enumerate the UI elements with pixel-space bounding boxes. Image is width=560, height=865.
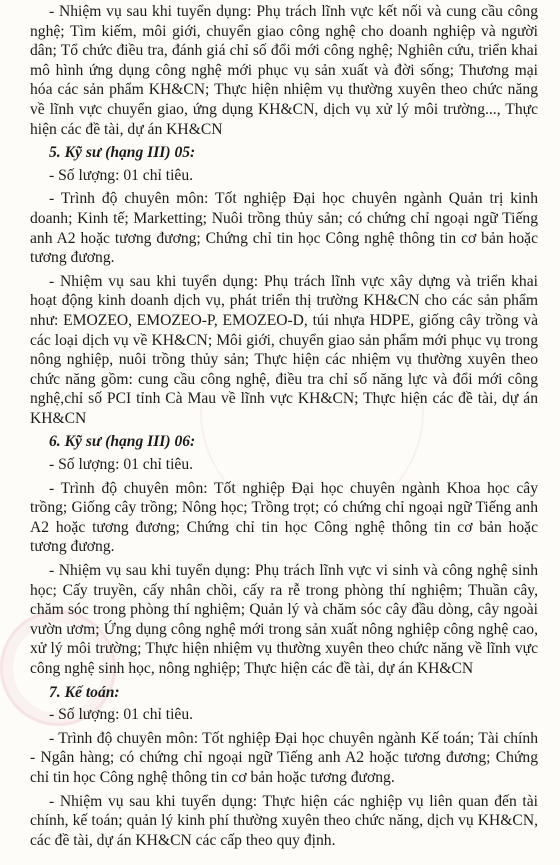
section-engineer-05	[30, 143, 538, 428]
paragraph-quantity: - Số lượng: 01 chỉ tiêu.	[49, 166, 194, 184]
paragraph-qualification: - Trình độ chuyên môn: Tốt nghiệp Đại học chuyên ngành Quản trị kinh doanh; Kinh tế; Marketting; Nuôi trồng thủy sản; có chứng chỉ ngoại ngữ Tiếng anh A2 hoặc tương đương; Chứng chỉ tin học Công nghệ thông tin cơ bản hoặc tương đương.	[30, 190, 538, 267]
section-accountant	[30, 683, 538, 851]
section-heading: 5. Kỹ sư (hạng III) 05:	[49, 144, 196, 162]
paragraph-duties: - Nhiệm vụ sau khi tuyển dụng: Phụ trách lĩnh vực kết nối và cung cầu công nghệ; Tìm kiếm, môi giới, chuyển giao công nghệ cho doanh nghiệp và người dân; Tổ chức điều tra, đánh giá chỉ số đổi mới công nghệ; Nghiên cứu, triển khai mô hình ứng dụng công nghệ mới phục vụ sản xuất và đời sống; Thương mại hóa các sản phẩm KH&CN; Thực hiện nhiệm vụ thường xuyên theo chức năng về lĩnh vực chuyển giao, ứng dụng KH&CN, dịch vụ xử lý môi trường..., Thực hiện các đề tài, dự án KH&CN	[30, 3, 538, 138]
document-page	[30, 2, 538, 854]
paragraph-duties: - Nhiệm vụ sau khi tuyển dụng: Phụ trách lĩnh vực vi sinh và công nghệ sinh học; Cấy truyền, cấy nhân chồi, cấy ra rễ trong phòng thí nghiệm; Thuần cây, chăm sóc trong phòng thí nghiệm; Quản lý và chăm sóc cây đầu dòng, cây ngoài vườn ươm; Ứng dụng công nghệ mới trong sản xuất nông nghiệp công nghệ cao, xử lý môi trường; Thực hiện nhiệm vụ thường xuyên theo chức năng về lĩnh vực công nghệ sinh học, nông nghiệp; Thực hiện các đề tài, dự án KH&CN	[30, 562, 538, 677]
section-engineer-06	[30, 432, 538, 678]
paragraph-quantity: - Số lượng: 01 chỉ tiêu.	[49, 706, 194, 724]
paragraph-duties: - Nhiệm vụ sau khi tuyển dụng: Thực hiện các nghiệp vụ liên quan đến tài chính, kế toán; quản lý kinh phí thường xuyên theo chức năng, dịch vụ KH&CN, các đề tài, dự án KH&CN các cấp theo quy định.	[30, 792, 538, 849]
section-job-duties-continued	[30, 2, 538, 139]
paragraph-qualification: - Trình độ chuyên môn: Tốt nghiệp Đại học chuyên ngành Kế toán; Tài chính - Ngân hàng; có chứng chỉ ngoại ngữ Tiếng anh A2 hoặc tương đương; Chứng chỉ tin học Công nghệ thông tin cơ bản hoặc tương đương.	[30, 729, 538, 786]
paragraph-duties: - Nhiệm vụ sau khi tuyển dụng: Phụ trách lĩnh vực xây dựng và triển khai hoạt động kinh doanh dịch vụ, phát triển thị trường KH&CN cho các sản phẩm như: EMOZEO, EMOZEO-P, EMOZEO-D, túi nhựa HDPE, giống cây trồng và các loại dịch vụ về KH&CN; Môi giới, chuyển giao sản phẩm mới phục vụ trong nông nghiệp, nuôi trồng thủy sản; Thực hiện các nhiệm vụ thường xuyên theo chức năng gồm: cung cầu công nghệ, điều tra chỉ số năng lực và đổi mới công nghệ,chỉ số PCI tỉnh Cà Mau về lĩnh vực KH&CN; Thực hiện các đề tài, dự án KH&CN	[30, 272, 538, 427]
section-heading: 7. Kế toán:	[49, 683, 120, 701]
section-heading: 6. Kỹ sư (hạng III) 06:	[49, 433, 196, 451]
paragraph-qualification: - Trình độ chuyên môn: Tốt nghiệp Đại học chuyên ngành Khoa học cây trồng; Giống cây trồng; Nông học; Trồng trọt; có chứng chỉ ngoại ngữ Tiếng anh A2 hoặc tương đương; Chứng chỉ tin học Công nghệ thông tin cơ bản hoặc tương đương.	[30, 479, 538, 556]
paragraph-quantity: - Số lượng: 01 chỉ tiêu.	[49, 456, 194, 474]
